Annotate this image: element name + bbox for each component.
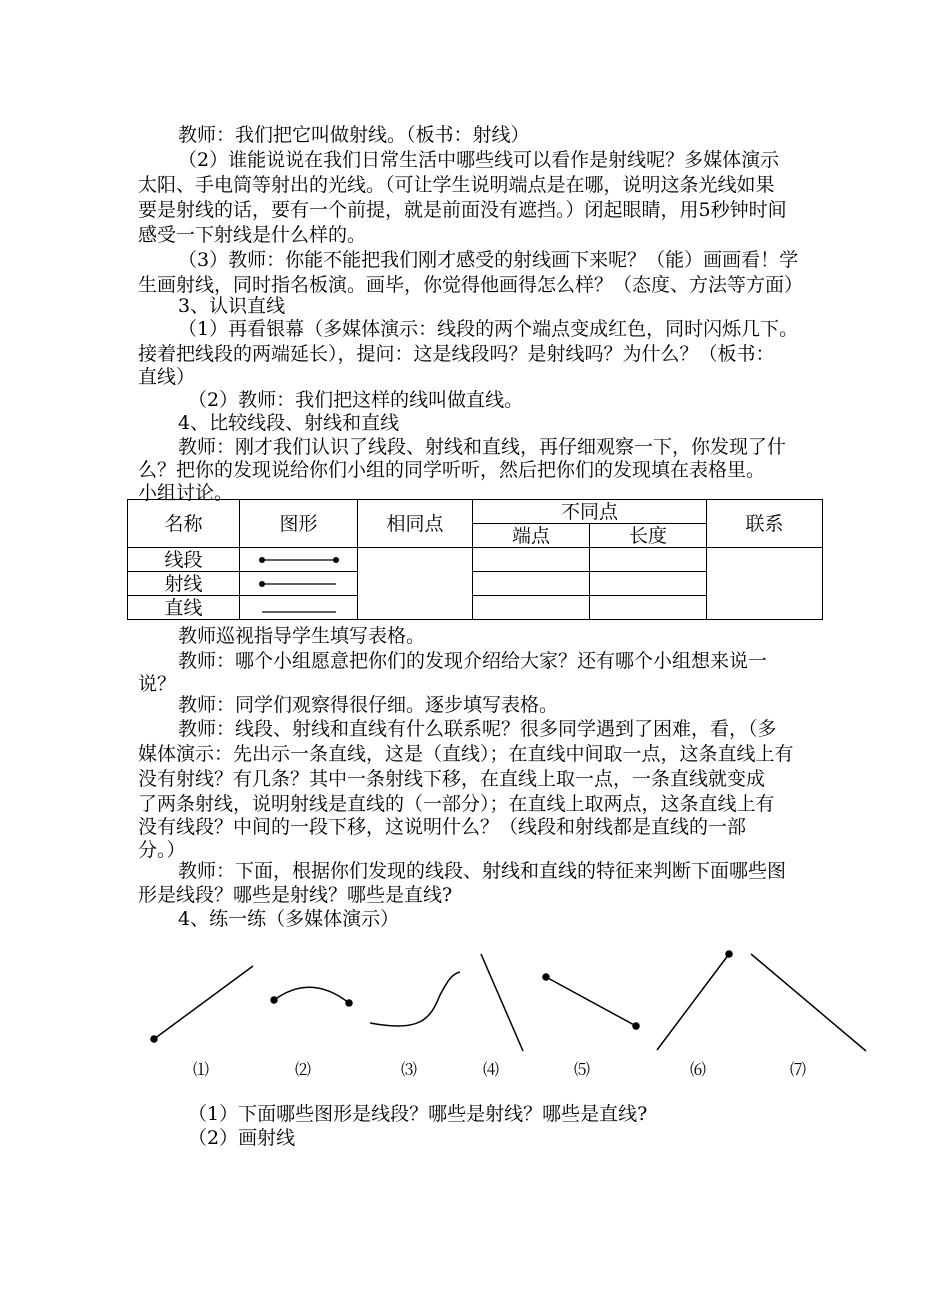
text-line: 形是线段？哪些是射线？哪些是直线? — [138, 884, 453, 906]
text-line: 教师巡视指导学生填写表格。 — [178, 625, 426, 647]
header-name: 名称 — [128, 500, 240, 548]
text-line: （2）教师：我们把这样的线叫做直线。 — [188, 389, 524, 411]
figure-label: ⑴ — [193, 1060, 210, 1079]
text-line: 么？把你的发现说给你们小组的同学听听，然后把你们的发现填在表格里。 — [138, 459, 766, 481]
figure-label: ⑷ — [483, 1060, 500, 1079]
figure-7 — [751, 954, 866, 1051]
text-line: 教师：刚才我们认识了线段、射线和直线，再仔细观察一下，你发现了什 — [178, 436, 787, 458]
section-heading: 3、认识直线 — [178, 295, 286, 317]
figure-6 — [657, 951, 732, 1050]
text-line: 直线） — [138, 366, 196, 388]
text-line: 小组讨论。 — [138, 482, 234, 504]
text-line: 分。） — [138, 839, 186, 861]
text-line: （1）再看银幕（多媒体演示：线段的两个端点变成红色，同时闪烁几下。 — [178, 318, 799, 340]
figure-label: ⑵ — [295, 1060, 312, 1079]
text-line: 没有线段？中间的一段下移，这说明什么？（线段和射线都是直线的一部 — [138, 816, 747, 838]
row-label-segment: 线段 — [128, 548, 240, 572]
row-label-line: 直线 — [128, 596, 240, 620]
text-line: 教师：哪个小组愿意把你们的发现介绍给大家？还有哪个小组想来说一 — [178, 650, 768, 672]
section-heading: 4、练一练（多媒体演示） — [178, 908, 400, 930]
text-line: 教师：同学们观察得很仔细。逐步填写表格。 — [178, 694, 559, 716]
question-line: （2）画射线 — [188, 1127, 296, 1149]
text-line: 感受一下射线是什么样的。 — [138, 224, 367, 246]
header-length: 长度 — [590, 524, 707, 548]
figure-label: ⑶ — [401, 1060, 418, 1079]
figure-label: ⑸ — [574, 1060, 591, 1079]
text-line: 了两条射线，说明射线是直线的（一部分）；在直线上取两点，这条直线上有 — [138, 793, 775, 815]
figure-3 — [370, 972, 460, 1026]
figure-label: ⑺ — [790, 1060, 807, 1079]
figure-5 — [543, 974, 639, 1029]
figure-label: ⑹ — [690, 1060, 707, 1079]
figure-2 — [271, 987, 352, 1006]
text-line: 太阳、手电筒等射出的光线。（可让学生说明端点是在哪，说明这条光线如果 — [138, 174, 775, 196]
text-line: 生画射线，同时指名板演。画毕，你觉得他画得怎么样？（态度、方法等方面） — [138, 274, 804, 296]
figure-1 — [151, 966, 253, 1042]
question-line: （1）下面哪些图形是线段？哪些是射线？哪些是直线? — [188, 1103, 648, 1125]
header-shape: 图形 — [240, 500, 358, 548]
text-line: 说？ — [138, 673, 177, 695]
header-same: 相同点 — [358, 500, 473, 548]
text-line: 接着把线段的两端延长），提问：这是线段吗？是射线吗？为什么？（板书： — [138, 343, 775, 365]
text-line: 没有射线？有几条？其中一条射线下移，在直线上取一点，一条直线就变成 — [138, 768, 766, 790]
text-line: 教师：线段、射线和直线有什么联系呢？很多同学遇到了困难，看，（多 — [178, 718, 777, 740]
header-endpoint: 端点 — [473, 524, 590, 548]
text-line: （2）谁能说说在我们日常生活中哪些线可以看作是射线呢？多媒体演示 — [178, 149, 780, 171]
section-heading: 4、比较线段、射线和直线 — [178, 412, 400, 434]
text-line: 要是射线的话，要有一个前提，就是前面没有遮挡。）闭起眼睛，用5秒钟时间 — [138, 199, 787, 221]
text-line: 教师：我们把它叫做射线。（板书：射线） — [178, 124, 530, 146]
header-diff: 不同点 — [473, 500, 707, 524]
text-line: 媒体演示：先出示一条直线，这是（直线）；在直线中间取一点，这条直线上有 — [138, 743, 794, 765]
row-label-ray: 射线 — [128, 572, 240, 596]
text-line: （3）教师：你能不能把我们刚才感受的射线画下来呢？（能）画画看！学 — [178, 249, 799, 271]
figure-4 — [481, 954, 523, 1051]
header-relation: 联系 — [707, 500, 823, 548]
text-line: 教师：下面，根据你们发现的线段、射线和直线的特征来判断下面哪些图 — [178, 860, 787, 882]
